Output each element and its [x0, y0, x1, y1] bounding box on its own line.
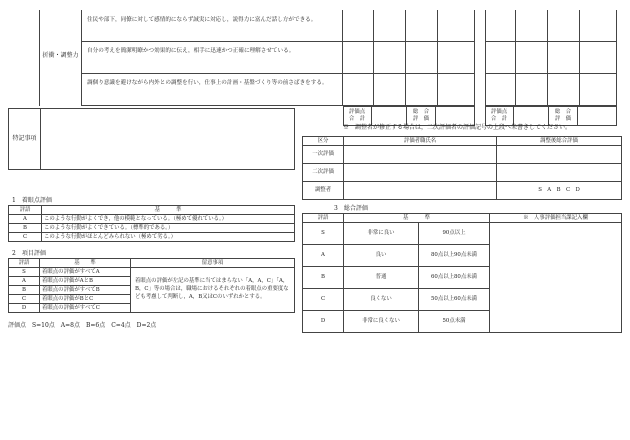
criteria-item-2 [82, 42, 343, 74]
s2-grade: D [9, 304, 40, 313]
second-evaluator-name[interactable] [344, 164, 497, 182]
s3-grade: C [303, 289, 344, 311]
total-divider [371, 106, 372, 126]
first-adjusted[interactable] [497, 146, 622, 164]
s3-label: 普通 [344, 267, 419, 289]
section1-table [8, 205, 295, 242]
header-kubun: 区分 [303, 137, 344, 146]
s2-grade: A [9, 277, 40, 286]
score-row [485, 10, 617, 42]
s2-grade: S [9, 268, 40, 277]
criteria-item-3 [82, 74, 343, 106]
s1-text: このような行動がほとんどみられない（極めて劣る。） [42, 233, 295, 242]
remarks-box[interactable] [8, 108, 295, 170]
total-divider [577, 106, 578, 126]
s3-grade: D [303, 311, 344, 333]
s2-text: 着眼点の評価がBとC [40, 295, 131, 304]
total-divider [513, 106, 514, 126]
score-grid-right [485, 10, 620, 122]
score-row [343, 74, 475, 106]
section3-table [302, 213, 622, 333]
section3-title: 3 総合評価 [334, 205, 368, 212]
s3-range: 60点以上80点未満 [419, 267, 490, 289]
adjuster-note: ※ 調整者が修正する場合は，二次評価者の評価記号の上段へ朱書きしてください。 [343, 124, 572, 131]
s3-grade: B [303, 267, 344, 289]
s3-range: 50点以上60点未満 [419, 289, 490, 311]
header-evaluator: 評価者職氏名 [344, 137, 497, 146]
row-label: 折衝・調整力 [42, 52, 79, 60]
score-row [343, 42, 475, 74]
s3-header-hr: ※ 人事評価担当課記入欄 [490, 214, 622, 223]
section2-table [8, 258, 295, 313]
score-row [343, 10, 475, 42]
s1-grade: B [9, 224, 42, 233]
overall-label: 総 合 評 価 [412, 109, 430, 122]
adjust-letters[interactable]: S A B C D [497, 182, 622, 200]
s3-header-grade: 評語 [303, 214, 344, 223]
s2-header-grade: 評語 [9, 259, 40, 268]
s2-header-criteria: 基 準 [40, 259, 131, 268]
s3-range: 50点未満 [419, 311, 490, 333]
section2-title: 2 項目評価 [12, 250, 46, 257]
adjuster-name[interactable] [344, 182, 497, 200]
s2-text: 着眼点の評価がすべてC [40, 304, 131, 313]
row-adjuster: 調整者 [303, 182, 344, 200]
score-points: 評価点 S=10点 A=8点 B=6点 C=4点 D=2点 [8, 322, 157, 329]
top-criteria-block [39, 10, 343, 106]
section1-title: 1 着眼点評価 [12, 197, 52, 204]
s2-grade: B [9, 286, 40, 295]
remarks-label: 特記事項 [12, 135, 37, 143]
criteria-text-3: 調個り意識を避けながら内外との調整を行い，仕事上の計画・基盤づくり等の前さばきをする。 [87, 80, 328, 86]
s3-range: 80点以上90点未満 [419, 245, 490, 267]
s3-label: 良い [344, 245, 419, 267]
total-label: 評価点 合 計 [490, 109, 508, 122]
criteria-text-2: 自分の考えを簡潔明瞭かつ効果的に伝え，相手に迅速かつ正確に理解させている。 [87, 48, 295, 54]
s2-text: 着眼点の評価がすべてB [40, 286, 131, 295]
s3-header-criteria: 基 準 [344, 214, 490, 223]
row-first: 一次評価 [303, 146, 344, 164]
criteria-item-1 [82, 10, 343, 42]
s1-grade: C [9, 233, 42, 242]
score-grid-left [343, 10, 478, 122]
s3-grade: A [303, 245, 344, 267]
s2-note: 着眼点の評価が左記の基準に当てはまらない「A，A，C」「A，B，C」等の場合は，職場におけるそれぞれの着眼点の重要度なども考慮して判断し，A，B又はCのいずれかとする。 [131, 268, 295, 313]
s2-text: 着眼点の評価がすべてA [40, 268, 131, 277]
total-divider [435, 106, 436, 126]
s2-text: 着眼点の評価がAとB [40, 277, 131, 286]
s1-header-criteria: 基 準 [42, 206, 295, 215]
row-second: 二次評価 [303, 164, 344, 182]
score-row [485, 42, 617, 74]
s1-grade: A [9, 215, 42, 224]
hr-entry-area[interactable] [490, 223, 622, 333]
header-adjusted: 調整後総合評価 [497, 137, 622, 146]
first-evaluator-name[interactable] [344, 146, 497, 164]
score-row [485, 74, 617, 106]
s3-label: 良くない [344, 289, 419, 311]
s3-label: 非常に良い [344, 223, 419, 245]
second-adjusted[interactable] [497, 164, 622, 182]
s3-label: 非常に良くない [344, 311, 419, 333]
s1-text: このような行動がよくできている。（標準的である。） [42, 224, 295, 233]
total-label: 評価点 合 計 [348, 109, 366, 122]
criteria-text-1: 住民や部下，同僚に対して感情的にならず誠実に対応し，説得力に富んだ話し方ができる。 [87, 17, 317, 23]
s2-header-notes: 留意事項 [131, 259, 295, 268]
s2-grade: C [9, 295, 40, 304]
s1-text: このような行動がよくでき，他の模範となっている。（極めて優れている。） [42, 215, 295, 224]
s1-header-grade: 評語 [9, 206, 42, 215]
s3-range: 90点以上 [419, 223, 490, 245]
s3-grade: S [303, 223, 344, 245]
evaluator-table [302, 136, 622, 200]
overall-label: 総 合 評 価 [554, 109, 572, 122]
